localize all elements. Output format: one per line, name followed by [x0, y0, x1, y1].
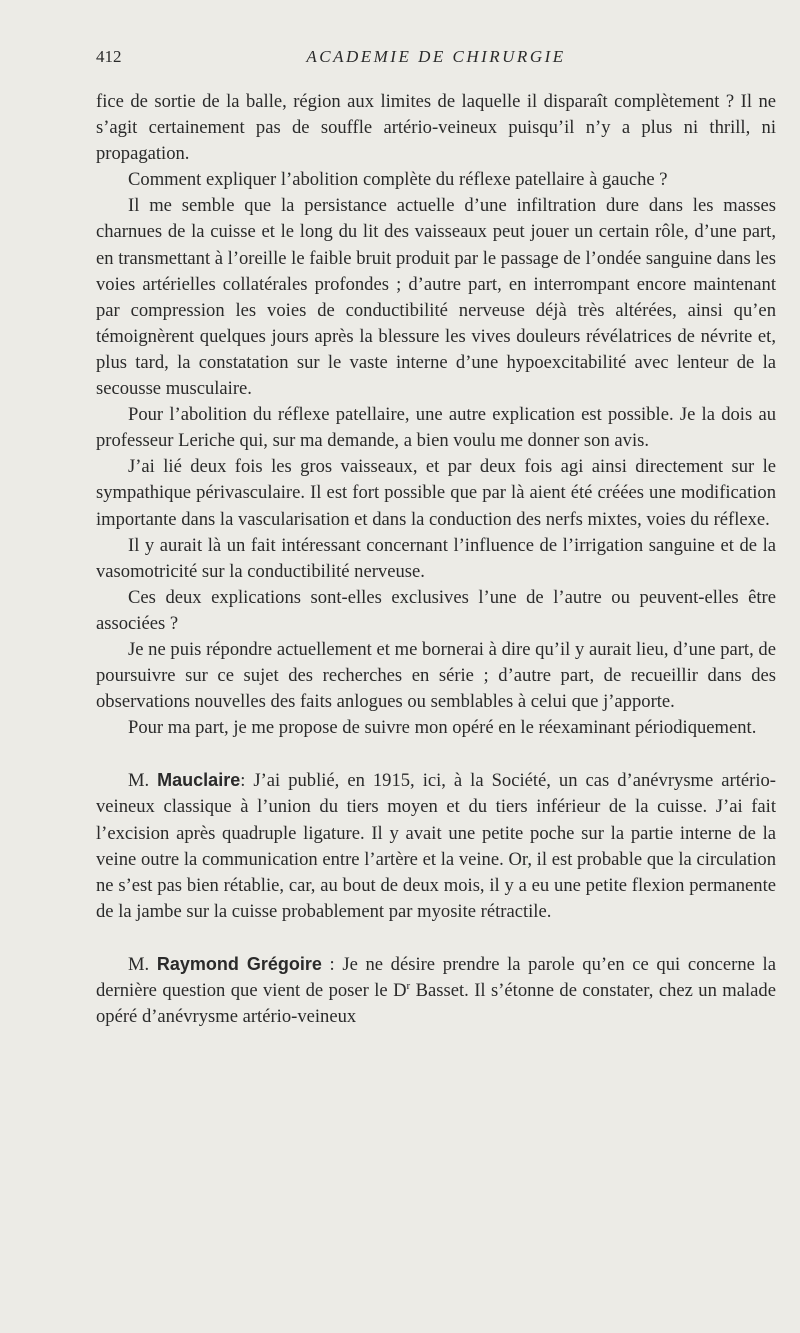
- title-superscript: r: [406, 979, 411, 992]
- speaker-prefix: M.: [128, 770, 158, 792]
- body-paragraph: Il me semble que la persistance actuelle d’une infiltration dure dans les masses charnues de la cuisse et le long du lit des vaisseaux peut jouer un certain rôle, d’une part, en transmettant à l’oreille le faible bruit produit par le passage de l’ondée sanguine dans les voies artérielles collatérales profondes ; d’autre part, en interrompant encore maintenant par compression les voies de conductibilité nerveuse déjà très altérées, ainsi qu’en témoignèrent quelques jours après la blessure les vives douleurs révélatrices de névrite et, plus tard, la constatation sur le vaste interne d’une hypoexcitabilité avec lenteur de la secousse musculaire.: [96, 195, 776, 400]
- page-header: [96, 47, 776, 73]
- speech-text: Je ne désire prendre la parole qu’en ce qui concerne la dernière question que vient de poser le D: [96, 953, 776, 1001]
- body-paragraph: fice de sortie de la balle, région aux limites de laquelle il disparaît complètement ? Il ne s’agit certainement pas de souffle artério-veineux puisqu’il n’y a plus ni thrill, ni propagation.: [96, 91, 776, 165]
- body-paragraph: Ces deux explications sont-elles exclusives l’une de l’autre ou peuvent-elles être associées ?: [96, 586, 776, 634]
- speaker-separator: :: [240, 770, 254, 792]
- speech-text: J’ai publié, en 1915, ici, à la Société, un cas d’anévrysme artério-veineux classique à l’union du tiers moyen et du tiers inférieur de la cuisse. J’ai fait l’excision après quadruple ligature. Il y avait une petite poche sur la partie interne de la veine outre la communication entre l’artère et la veine. Or, il est probable que la circulation ne s’est pas bien rétablie, car, au bout de deux mois, il y a eu une petite flexion permanente de la jambe sur la cuisse probablement par myosite rétractile.: [96, 770, 776, 922]
- body-paragraph: Pour ma part, je me propose de suivre mon opéré en le réexaminant périodiquement.: [128, 717, 757, 739]
- speaker-prefix: M.: [128, 953, 157, 975]
- running-title: ACADEMIE DE CHIRURGIE: [306, 47, 566, 66]
- body-paragraph: Comment expliquer l’abolition complète du réflexe patellaire à gauche ?: [128, 169, 668, 191]
- page-body: [96, 89, 776, 1030]
- body-paragraph: J’ai lié deux fois les gros vaisseaux, et par deux fois agi ainsi directement sur le sympathique périvasculaire. Il est fort possible que par là aient été créées une modification importante dans la vascularisation et dans la conduction des nerfs mixtes, voies du réflexe.: [96, 456, 776, 530]
- speaker-name: Raymond Grégoire: [156, 953, 322, 974]
- speech-mauclaire: [96, 767, 776, 925]
- page-number: 412: [96, 47, 122, 66]
- body-paragraph: Pour l’abolition du réflexe patellaire, une autre explication est possible. Je la dois au professeur Leriche qui, sur ma demande, a bien voulu me donner son avis.: [96, 404, 776, 452]
- speech-text-continued: Basset. Il s’étonne de constater, chez un malade opéré d’anévrysme artério-veineux: [96, 980, 776, 1028]
- body-paragraph: Il y aurait là un fait intéressant concernant l’influence de l’irrigation sanguine et de la vasomotricité sur la conductibilité nerveuse.: [96, 534, 776, 582]
- speaker-name: Mauclaire: [157, 770, 241, 791]
- body-paragraph: Je ne puis répondre actuellement et me bornerai à dire qu’il y aurait lieu, d’une part, de poursuivre sur ce sujet des recherches en série ; d’autre part, de recueillir dans des observations nouvelles des faits anlogues ou semblables à celui que j’apporte.: [96, 638, 776, 713]
- speaker-separator: :: [321, 953, 343, 975]
- speech-gregoire: [96, 951, 776, 1030]
